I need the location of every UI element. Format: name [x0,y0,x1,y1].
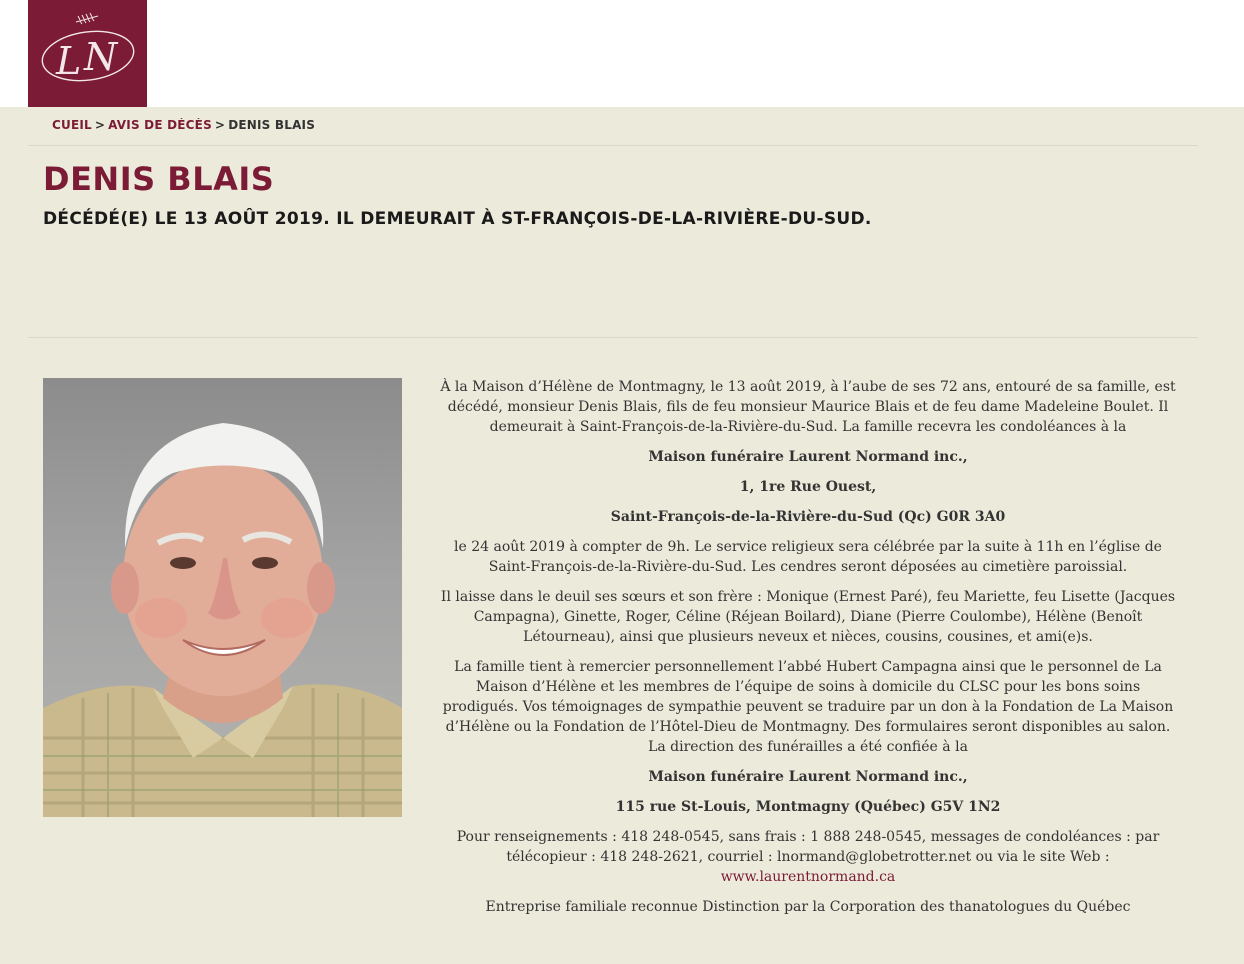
portrait-photo-icon [43,378,402,817]
divider [28,145,1198,146]
breadcrumb [52,118,752,136]
funeral-home-address: 1, 1re Rue Ouest, [739,479,877,495]
site-header [0,0,1244,107]
funeral-home-name: Maison funéraire Laurent Normand inc., [648,449,968,465]
svg-text:L: L [56,39,82,83]
divider [28,337,1198,338]
funeral-home-address: 115 rue St-Louis, Montmagny (Québec) G5V 1N2 [615,799,1001,815]
main-content [0,107,1244,964]
death-notice-subtitle: DÉCÉDÉ(E) LE 13 AOÛT 2019. IL DEMEURAIT À ST-FRANÇOIS-DE-LA-RIVIÈRE-DU-SUD. [43,209,872,229]
page-title: DENIS BLAIS [43,160,275,198]
obituary-paragraph: le 24 août 2019 à compter de 9h. Le service religieux sera célébrée par la suite à 11h en l’église de Saint-François-de-la-Rivière-du-Sud. Les cendres seront déposées au cimetière paroissial. [454,539,1162,575]
logo-link[interactable] [28,0,147,107]
breadcrumb-separator: > [94,118,106,132]
funeral-home-name: Maison funéraire Laurent Normand inc., [648,769,968,785]
obituary-paragraph: Entreprise familiale reconnue Distinction par la Corporation des thanatologues du Québec [485,899,1131,915]
logo-icon [28,0,147,107]
obituary-paragraph: La famille tient à remercier personnellement l’abbé Hubert Campagna ainsi que le personnel de La Maison d’Hélène et les membres de l’équipe de soins à domicile du CLSC pour les bons soins prodigués. Vos témoignages de sympathie peuvent se traduire par un don à la Fondation de La Maison d’Hélène ou la Fondation de l’Hôtel-Dieu de Montmagny. Des formulaires seront disponibles au salon. La direction des funérailles a été confiée à la [442,659,1174,755]
breadcrumb-separator: > [214,118,226,132]
obituary-paragraph: Il laisse dans le deuil ses sœurs et son frère : Monique (Ernest Paré), feu Mariette, feu Lisette (Jacques Campagna), Ginette, Roger, Céline (Réjean Boilard), Diane (Pierre Coulombe), Hélène (Benoît Létourneau), ainsi que plusieurs neveux et nièces, cousins, cousines, et ami(e)s. [440,589,1176,645]
breadcrumb-avis-link[interactable]: AVIS DE DÉCÈS [108,118,212,132]
svg-text:N: N [84,35,118,79]
obituary-text [438,377,1178,927]
funeral-home-city: Saint-François-de-la-Rivière-du-Sud (Qc) G0R 3A0 [610,509,1006,525]
deceased-photo [43,378,402,817]
obituary-paragraph: À la Maison d’Hélène de Montmagny, le 13 août 2019, à l’aube de ses 72 ans, entouré de sa famille, est décédé, monsieur Denis Blais, fils de feu monsieur Maurice Blais et de feu dame Madeleine Boulet. Il demeurait à Saint-François-de-la-Rivière-du-Sud. La famille recevra les condoléances à la [440,379,1176,435]
breadcrumb-current: DENIS BLAIS [228,118,316,132]
breadcrumb-home-link[interactable]: CUEIL [52,118,92,132]
website-link[interactable]: www.laurentnormand.ca [720,869,896,885]
contact-text: Pour renseignements : 418 248-0545, sans frais : 1 888 248-0545, messages de condoléances : par télécopieur : 418 248-2621, courriel : lnormand@globetrotter.net ou via le site Web : [456,829,1160,865]
contact-paragraph [438,827,1178,887]
